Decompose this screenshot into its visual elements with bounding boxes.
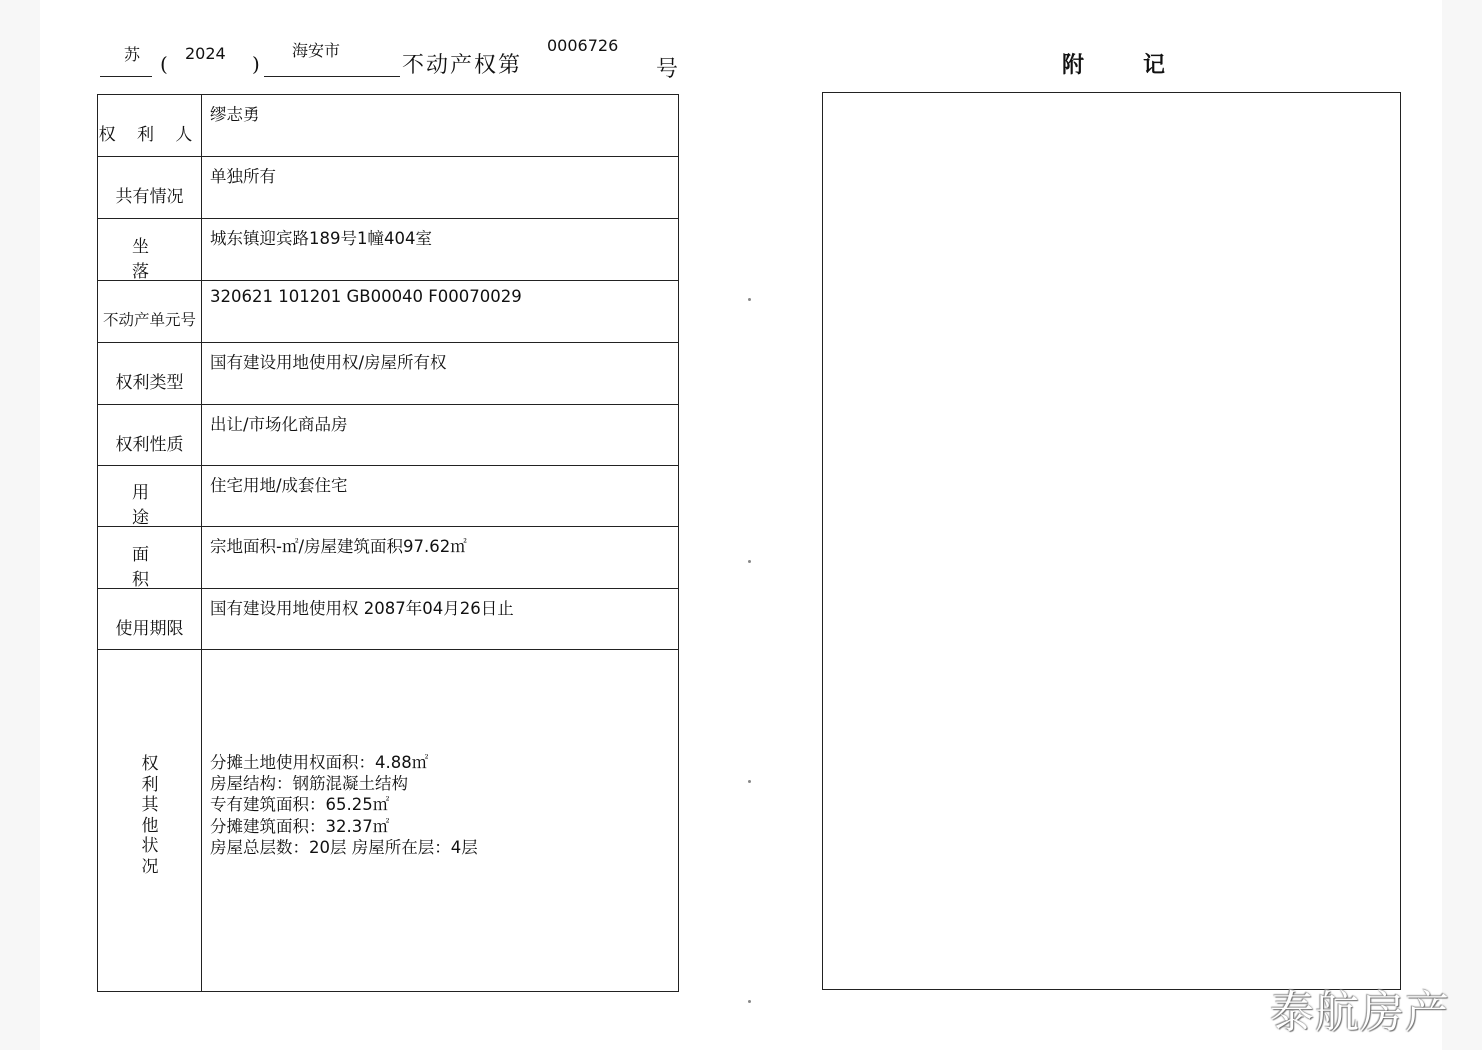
binding-dot [748, 298, 751, 301]
row-label-usage: 用途 [98, 466, 202, 526]
row-value-usage: 住宅用地/成套住宅 [210, 476, 348, 495]
notes-box [822, 92, 1401, 990]
row-value-right-type: 国有建设用地使用权/房屋所有权 [210, 353, 447, 372]
notes-title-first: 附 [1062, 52, 1085, 78]
other-line: 分摊建筑面积：32.37㎡ [210, 816, 390, 836]
row-value-unit-number: 320621 101201 GB00040 F00070029 [210, 287, 522, 306]
row-label-right-holder: 权 利 人 [98, 95, 202, 156]
close-paren: ) [252, 52, 262, 76]
table-row [98, 157, 678, 219]
province-abbr: 苏 [124, 45, 141, 64]
binding-dot [748, 1000, 751, 1003]
other-line: 分摊土地使用权面积：4.88㎡ [210, 753, 429, 772]
table-row [98, 281, 678, 343]
table-row [98, 343, 678, 405]
other-line: 房屋总层数：20层 房屋所在层：4层 [210, 837, 478, 857]
row-label-location: 坐落 [98, 219, 202, 280]
row-label-term: 使用期限 [98, 589, 202, 649]
cert-year: 2024 [185, 44, 226, 63]
watermark-text: 泰航房产 [1270, 987, 1450, 1038]
row-value-term: 国有建设用地使用权 2087年04月26日止 [210, 599, 514, 618]
binding-dot [748, 560, 751, 563]
province-underline [100, 76, 152, 77]
label-char: 其 [141, 795, 159, 816]
table-row [98, 527, 678, 589]
table-row-other-conditions [98, 650, 678, 991]
other-line: 专有建筑面积：65.25㎡ [210, 795, 390, 815]
notes-title-second: 记 [1143, 52, 1166, 78]
row-value-location: 城东镇迎宾路189号1幢404室 [210, 229, 432, 248]
label-char: 况 [141, 856, 159, 877]
row-value-right-nature: 出让/市场化商品房 [210, 415, 348, 434]
label-char: 利 [141, 774, 159, 795]
cert-city: 海安市 [292, 41, 341, 60]
table-row [98, 219, 678, 281]
row-label-other-conditions [98, 650, 202, 991]
cert-prefix: 不动产权第 [402, 53, 523, 78]
row-label-unit-number: 不动产单元号 [98, 281, 202, 342]
table-row [98, 95, 678, 157]
row-label-right-nature: 权利性质 [98, 405, 202, 465]
other-line: 房屋结构：钢筋混凝土结构 [210, 774, 408, 794]
table-row [98, 466, 678, 527]
row-value-right-holder: 缪志勇 [210, 105, 260, 124]
table-row [98, 589, 678, 650]
row-label-right-type: 权利类型 [98, 343, 202, 404]
label-char: 他 [141, 815, 159, 836]
binding-dot [748, 780, 751, 783]
vertical-label-text [138, 754, 162, 878]
row-label-area: 面积 [98, 527, 202, 588]
label-char: 权 [141, 754, 159, 774]
cert-number: 0006726 [547, 36, 619, 55]
cert-suffix: 号 [656, 57, 681, 82]
row-value-co-ownership: 单独所有 [210, 167, 276, 186]
table-row [98, 405, 678, 466]
property-register-table [97, 94, 679, 992]
row-label-co-ownership: 共有情况 [98, 157, 202, 218]
row-value-area: 宗地面积-㎡/房屋建筑面积97.62㎡ [210, 537, 467, 556]
open-paren: ( [160, 52, 170, 76]
city-underline [264, 76, 400, 77]
other-conditions-text [210, 752, 478, 858]
label-char: 状 [141, 836, 159, 857]
